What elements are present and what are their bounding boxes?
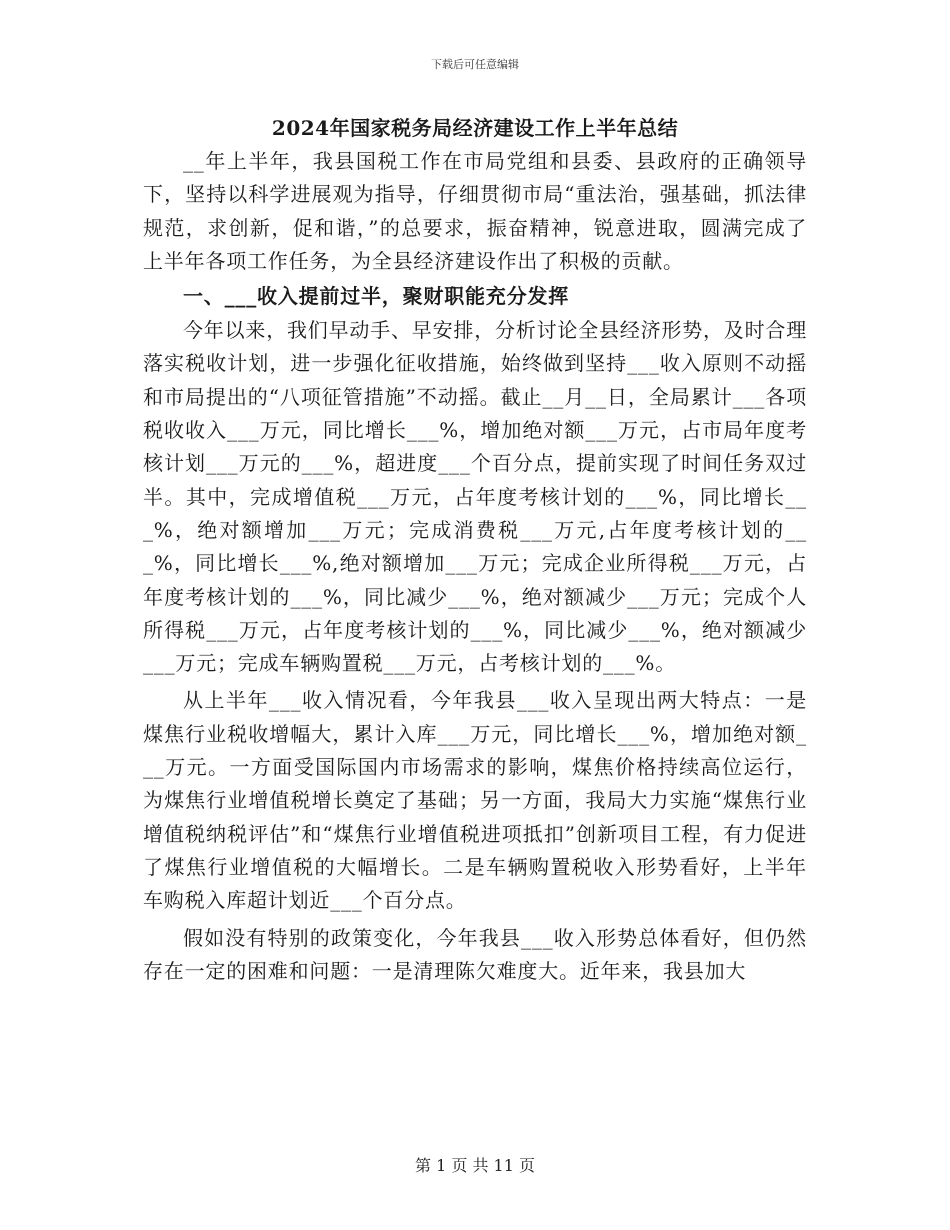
body-paragraph-features: 从上半年___收入情况看，今年我县___收入呈现出两大特点：一是煤焦行业税收增幅大，累计入库___万元，同比增长___%，增加绝对额___万元。一方面受国际国内市场需求的影响，煤焦价格持续高位运行，为煤焦行业增值税增长奠定了基础；另一方面，我局大力实施“煤焦行业增值税纳税评估”和“煤焦行业增值税进项抵扣”创新项目工程，有力促进了煤焦行业增值税的大幅增长。二是车辆购置税收入形势看好，上半年车购税入库超计划近___个百分点。: [143, 688, 807, 913]
section-heading-1: 一、___收入提前过半，聚财职能充分发挥: [183, 284, 569, 309]
document-title: 2024年国家税务局经济建设工作上半年总结: [271, 116, 679, 140]
header-note: 下载后可任意编辑: [431, 58, 519, 71]
intro-paragraph: __年上半年，我县国税工作在市局党组和县委、县政府的正确领导下，坚持以科学进展观为指导，仔细贯彻市局“重法治，强基础，抓法律规范，求创新，促和谐，”的总要求，振奋精神，锐意进取，圆满完成了上半年各项工作任务，为全县经济建设作出了积极的贡献。: [143, 149, 807, 273]
page-number: 第 1 页 共 11 页: [415, 1156, 535, 1175]
document-body: [143, 112, 807, 988]
body-paragraph-problems: 假如没有特别的政策变化，今年我县___收入形势总体看好，但仍然存在一定的困难和问题：一是清理陈欠难度大。近年来，我县加大: [143, 925, 807, 983]
body-paragraph-revenue: 今年以来，我们早动手、早安排，分析讨论全县经济形势，及时合理落实税收计划，进一步强化征收措施，始终做到坚持___收入原则不动摇和市局提出的“八项征管措施”不动摇。截止__月__日，全局累计___各项税收收入___万元，同比增长___%，增加绝对额___万元，占市局年度考核计划___万元的___%，超进度___个百分点，提前实现了时间任务双过半。其中，完成增值税___万元，占年度考核计划的___%，同比增长___%，绝对额增加___万元；完成消费税___万元,占年度考核计划的___%，同比增长___%,绝对额增加___万元；完成企业所得税___万元，占年度考核计划的___%，同比减少___%，绝对额减少___万元；完成个人所得税___万元，占年度考核计划的___%，同比减少___%，绝对额减少___万元；完成车辆购置税___万元，占考核计划的___%。: [143, 318, 807, 676]
